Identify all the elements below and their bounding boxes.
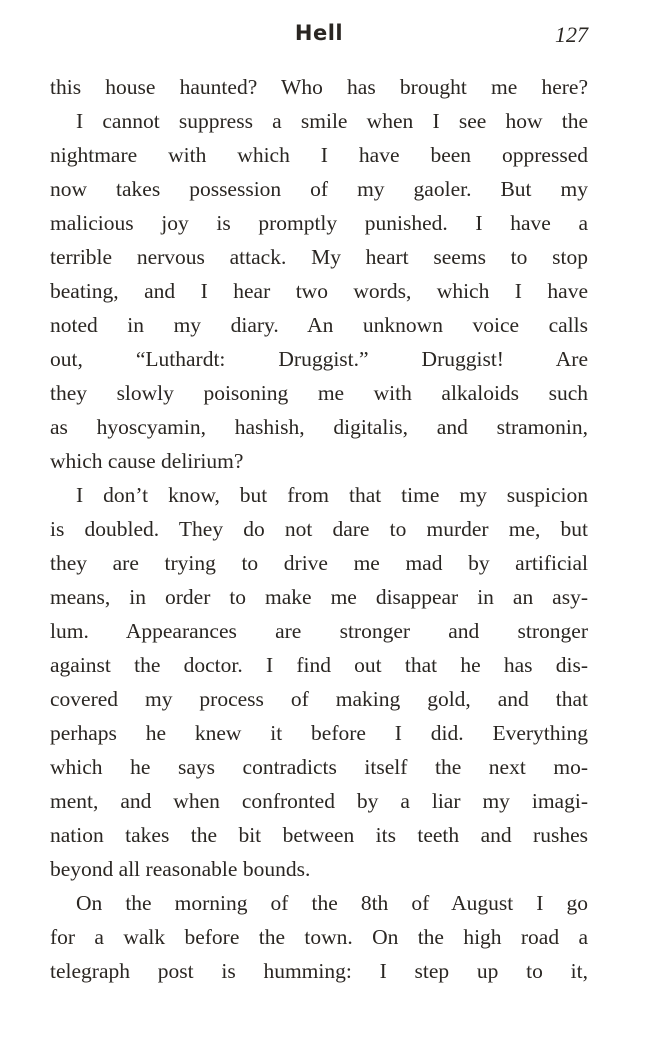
text-line: beyond all reasonable bounds. [50, 857, 311, 881]
body-text [50, 70, 588, 988]
text-line: nightmare with which I have been oppressed [50, 143, 588, 167]
text-line: this house haunted? Who has brought me here? [50, 75, 588, 99]
text-line: I don’t know, but from that time my suspicion [76, 483, 588, 507]
text-line: I cannot suppress a smile when I see how the [76, 109, 588, 133]
page-number: 127 [555, 22, 588, 47]
text-line: against the doctor. I find out that he has dis- [50, 653, 588, 677]
text-line: malicious joy is promptly punished. I have a [50, 211, 588, 235]
text-line: as hyoscyamin, hashish, digitalis, and stramonin, [50, 415, 588, 439]
text-line: which he says contradicts itself the next mo- [50, 755, 588, 779]
text-line: covered my process of making gold, and that [50, 687, 588, 711]
text-line: they are trying to drive me mad by artificial [50, 551, 588, 575]
chapter-title: Hell [294, 21, 344, 45]
text-line: for a walk before the town. On the high road a [50, 925, 588, 949]
text-line: perhaps he knew it before I did. Everything [50, 721, 588, 745]
text-line: they slowly poisoning me with alkaloids such [50, 381, 588, 405]
text-line: out, “Luthardt: Druggist.” Druggist! Are [50, 347, 588, 371]
text-line: which cause delirium? [50, 449, 244, 473]
text-line: terrible nervous attack. My heart seems to stop [50, 245, 588, 269]
text-line: lum. Appearances are stronger and stronger [50, 619, 588, 643]
text-line: now takes possession of my gaoler. But my [50, 177, 588, 201]
text-line: means, in order to make me disappear in an asy- [50, 585, 588, 609]
running-head [50, 18, 588, 52]
text-line: nation takes the bit between its teeth and rushes [50, 823, 588, 847]
text-line: ment, and when confronted by a liar my imagi- [50, 789, 588, 813]
text-line: On the morning of the 8th of August I go [76, 891, 588, 915]
text-line: beating, and I hear two words, which I have [50, 279, 588, 303]
text-line: telegraph post is humming: I step up to it, [50, 959, 588, 983]
text-line: is doubled. They do not dare to murder me, but [50, 517, 588, 541]
text-line: noted in my diary. An unknown voice calls [50, 313, 588, 337]
